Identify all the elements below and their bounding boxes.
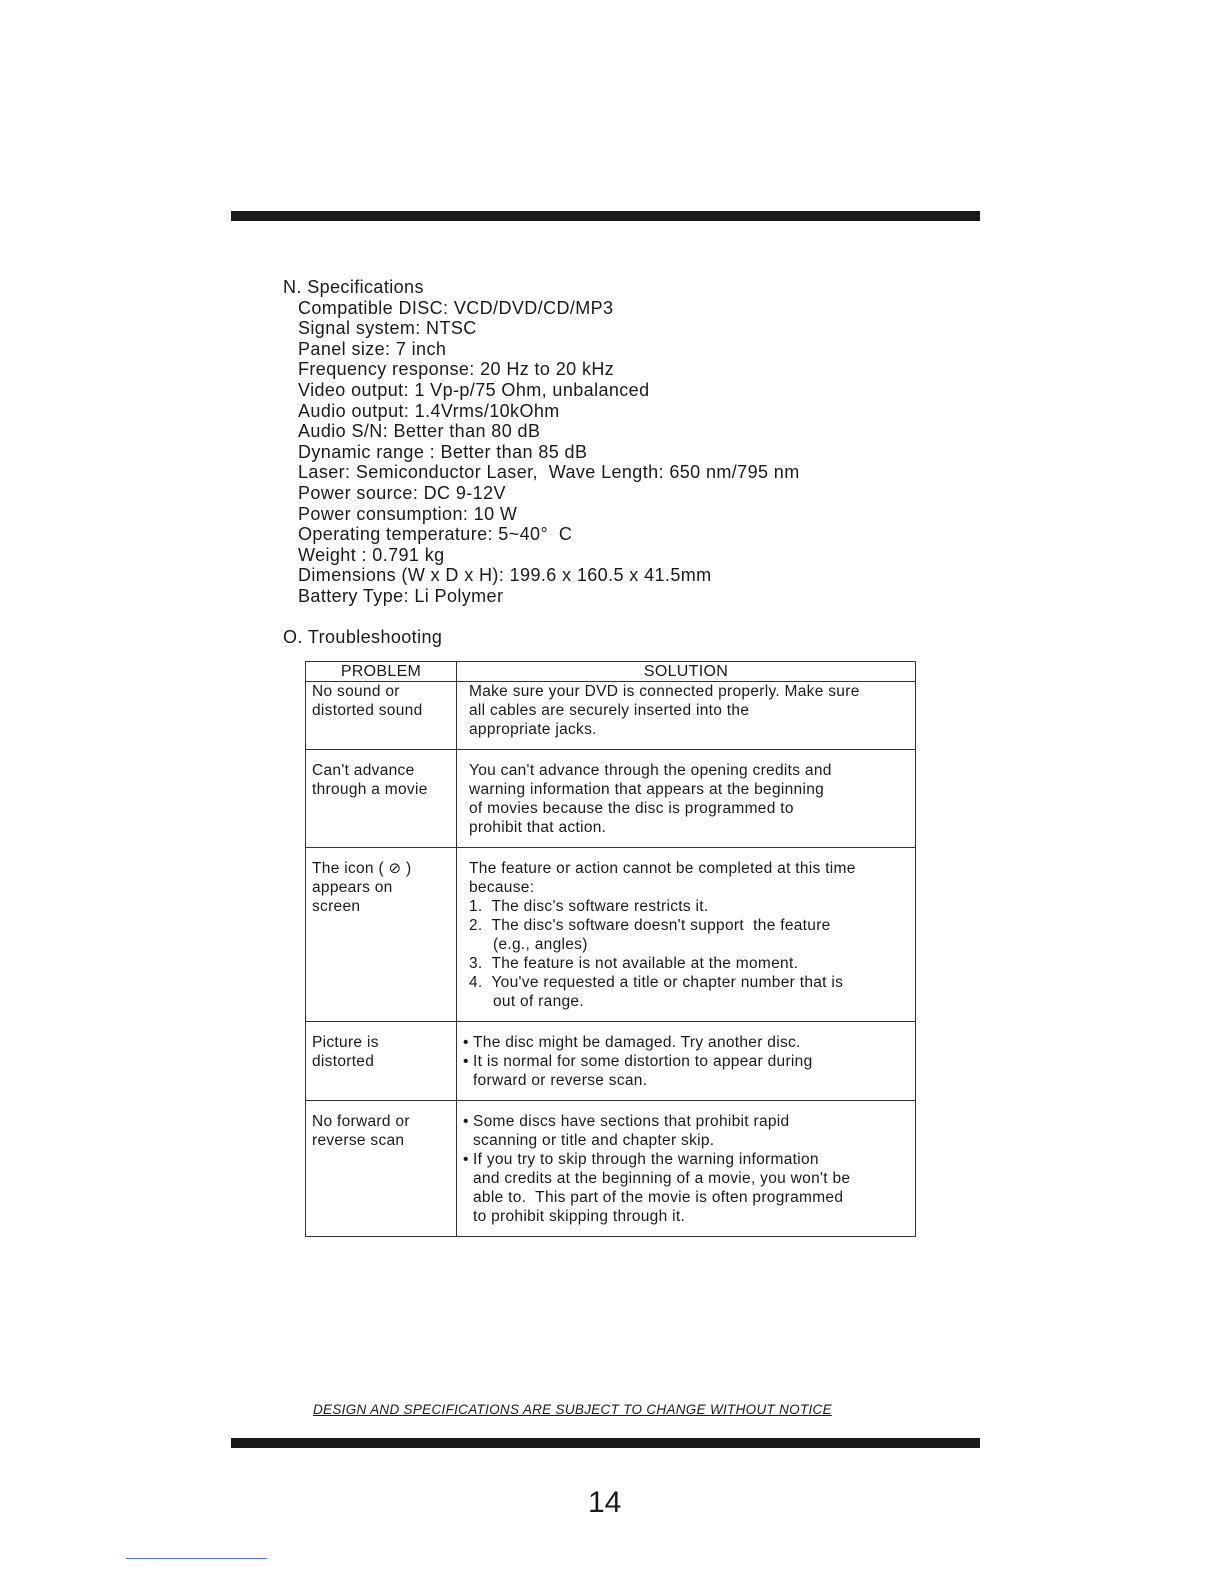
spec-item: Video output: 1 Vp-p/75 Ohm, unbalanced [298,379,650,400]
page-number: 14 [588,1486,622,1519]
table-row [306,848,916,1022]
item-number: 3. [469,955,483,972]
solution-cell [457,682,916,750]
specifications-list [283,298,800,607]
item-continuation: scanning or title and chapter skip. [473,1132,715,1149]
spec-item: Signal system: NTSC [298,318,477,339]
solution-text: appropriate jacks. [469,721,597,738]
item-text: The feature is not available at the moment. [491,955,799,972]
numbered-item [469,897,911,916]
solution-text: You can't advance through the opening credits and [469,762,832,779]
solution-cell [457,1022,916,1101]
spec-item: Power consumption: 10 W [298,503,518,524]
numbered-item [469,954,911,973]
problem-cell [306,1022,457,1101]
numbered-item [469,973,911,992]
bullet-icon: • [463,1151,469,1168]
problem-text: No forward or [312,1113,410,1130]
spec-item: Dynamic range : Better than 85 dB [298,441,588,462]
item-continuation: to prohibit skipping through it. [473,1208,686,1225]
bottom-rule [231,1438,980,1448]
bullet-icon: • [463,1113,469,1130]
solution-column-header: SOLUTION [457,662,916,682]
troubleshooting-table [305,661,916,1237]
specifications-section [283,277,800,607]
problem-text: distorted [312,1053,375,1070]
no-entry-icon: ⊘ [388,860,402,877]
item-continuation: able to. This part of the movie is often programmed [473,1189,844,1206]
solution-text: of movies because the disc is programmed to [469,800,794,817]
problem-suffix: ) [401,860,412,877]
item-number: 2. [469,917,483,934]
footer-underline [126,1558,267,1559]
bullet-icon: • [463,1034,469,1051]
problem-text: Picture is [312,1034,379,1051]
bullet-item [463,1033,911,1052]
troubleshooting-heading: O. Troubleshooting [283,627,443,647]
problem-cell [306,750,457,848]
bullet-item [463,1112,911,1131]
problem-text: distorted sound [312,702,423,719]
problem-cell [306,848,457,1022]
item-text: You've requested a title or chapter number that is [491,974,844,991]
solution-text: Make sure your DVD is connected properly. Make sure [469,683,860,700]
item-number: 1. [469,898,483,915]
solution-cell [457,848,916,1022]
numbered-item [469,916,911,935]
spec-item: Dimensions (W x D x H): 199.6 x 160.5 x 41.5mm [298,565,712,586]
solution-text: all cables are securely inserted into the [469,702,750,719]
problem-cell [306,1101,457,1237]
spec-item: Operating temperature: 5~40° C [298,524,573,545]
item-text: The disc might be damaged. Try another disc. [473,1034,801,1051]
spec-item: Audio S/N: Better than 80 dB [298,421,541,442]
spec-item: Audio output: 1.4Vrms/10kOhm [298,400,560,421]
specifications-heading: N. Specifications [283,277,424,297]
bullet-icon: • [463,1053,469,1070]
item-text: It is normal for some distortion to appear during [473,1053,813,1070]
bullet-item [463,1052,911,1071]
problem-text: appears on [312,879,393,896]
spec-item: Laser: Semiconductor Laser, Wave Length: 650 nm/795 nm [298,462,800,483]
bullet-item [463,1150,911,1169]
spec-item: Battery Type: Li Polymer [298,585,504,606]
item-text: If you try to skip through the warning information [473,1151,819,1168]
solution-text: The feature or action cannot be completed at this time [469,860,856,877]
item-continuation: out of range. [493,993,584,1010]
item-text: The disc's software restricts it. [491,898,709,915]
table-row [306,1101,916,1237]
solution-text: because: [469,879,535,896]
table-row [306,750,916,848]
problem-text: No sound or [312,683,400,700]
item-continuation: forward or reverse scan. [473,1072,648,1089]
problem-column-header: PROBLEM [306,662,457,682]
problem-cell [306,682,457,750]
table-row [306,1022,916,1101]
problem-text [312,859,452,878]
item-text: Some discs have sections that prohibit rapid [473,1113,790,1130]
spec-item: Compatible DISC: VCD/DVD/CD/MP3 [298,297,614,318]
item-text: The disc's software doesn't support the feature [491,917,831,934]
solution-cell [457,1101,916,1237]
table-header-row [306,662,916,682]
solution-text: warning information that appears at the beginning [469,781,825,798]
spec-item: Power source: DC 9-12V [298,482,506,503]
problem-text: reverse scan [312,1132,405,1149]
top-rule [231,211,980,221]
problem-text: Can't advance [312,762,415,779]
spec-item: Panel size: 7 inch [298,338,447,359]
item-number: 4. [469,974,483,991]
change-notice: DESIGN AND SPECIFICATIONS ARE SUBJECT TO CHANGE WITHOUT NOTICE [313,1402,832,1417]
solution-text: prohibit that action. [469,819,607,836]
problem-text: through a movie [312,781,428,798]
problem-text: screen [312,898,361,915]
item-continuation: and credits at the beginning of a movie, you won't be [473,1170,851,1187]
table-row [306,682,916,750]
spec-item: Frequency response: 20 Hz to 20 kHz [298,359,615,380]
solution-cell [457,750,916,848]
problem-prefix: The icon ( [312,860,384,877]
item-continuation: (e.g., angles) [493,936,588,953]
spec-item: Weight : 0.791 kg [298,544,445,565]
